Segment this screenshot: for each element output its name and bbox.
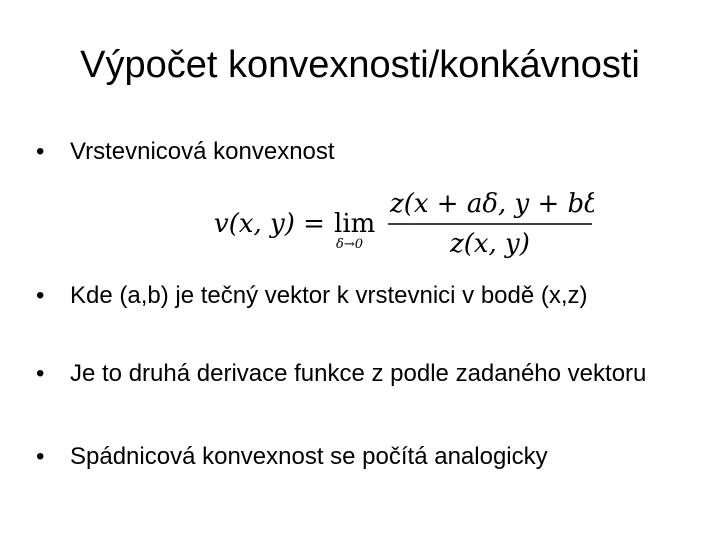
bullet-item [36,136,696,167]
formula-lhs: v(x, y) = [214,209,325,239]
bullet-marker: • [36,282,45,309]
bullet-item [36,441,696,472]
bullet-item [36,358,696,389]
bullet-marker: • [36,360,45,387]
bullet-marker: • [36,443,45,470]
bullet-item [36,280,696,311]
limit-formula [214,184,594,260]
slide-title: Výpočet konvexnosti/konkávnosti [80,44,640,86]
bullet-marker: • [36,138,45,165]
bullet-text: Kde (a,b) je tečný vektor k vrstevnici v bodě (x,z) [70,282,588,309]
bullet-text: Je to druhá derivace funkce z podle zadaného vektoru [70,360,647,387]
formula-lim: lim [334,209,376,239]
formula-graphic [214,184,594,260]
bullet-text: Vrstevnicová konvexnost [70,138,335,165]
formula-numerator: z(x + aδ, y + bδ) [390,189,594,219]
formula-lim-subscript: δ→0 [336,237,363,252]
bullet-text: Spádnicová konvexnost se počítá analogicky [70,443,548,470]
formula-denominator: z(x, y) [450,229,530,259]
